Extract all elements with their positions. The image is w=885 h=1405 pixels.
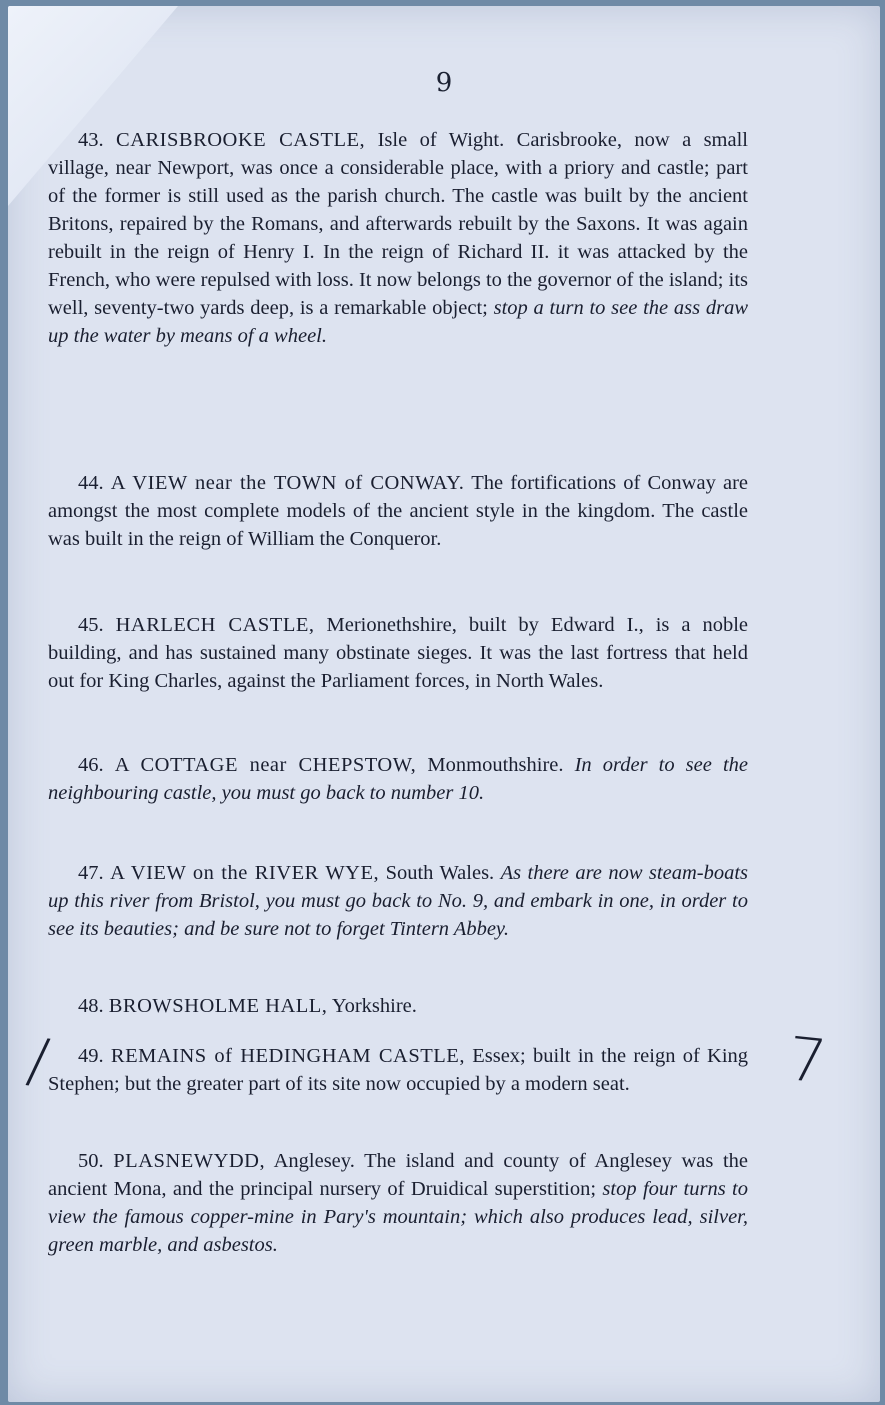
entry-text: Yorkshire. [331, 995, 417, 1017]
margin-mark-left: / [23, 1024, 53, 1098]
entry-49 [48, 1042, 748, 1098]
page-number: 9 [435, 68, 453, 98]
entry-number: 45. [78, 614, 104, 636]
entry-46 [48, 751, 748, 807]
entry-text: Monmouthshire. [427, 754, 564, 776]
entry-title: PLASNEWYDD, [113, 1150, 266, 1172]
entry-text: Isle of Wight. Carisbrooke, now a small village, near Newport, was once a considerable place, with a priory and castle; part of the former is still used as the parish church. The castle was built by the ancient Britons, repaired by the Romans, and afterwards rebuilt by the Saxons. It was again rebuilt in the reign of Henry I. In the reign of Richard II. it was attacked by the French, who were repulsed with loss. It now belongs to the governor of the island; its well, seventy-two yards deep, is a remarkable object; [48, 129, 748, 319]
entry-title: BROWSHOLME HALL, [108, 995, 328, 1017]
entry-number: 49. [78, 1045, 104, 1067]
entry-number: 46. [78, 754, 104, 776]
entry-43 [48, 126, 748, 350]
entry-title: CARISBROOKE CASTLE, [116, 129, 366, 151]
entry-text: Anglesey. The island and county of Anglesey was the ancient Mona, and the principal nursery of Druidical superstition; [48, 1150, 748, 1200]
entry-number: 43. [78, 129, 104, 151]
entry-title: HARLECH CASTLE, [115, 614, 315, 636]
entry-number: 48. [78, 995, 104, 1017]
entry-number: 44. [78, 472, 104, 494]
entry-48 [48, 992, 748, 1020]
entry-title: REMAINS of HEDINGHAM CASTLE, [110, 1045, 465, 1067]
margin-mark-right: 7 [784, 1024, 830, 1098]
entry-47 [48, 859, 748, 943]
entry-italic: stop a turn to see the ass draw up the water by means of a wheel. [48, 297, 749, 347]
entry-text: South Wales. [385, 862, 495, 884]
entry-50 [48, 1147, 748, 1259]
entry-44 [48, 469, 748, 553]
document-page [8, 6, 880, 1402]
entry-title: A VIEW near the TOWN of CONWAY. [110, 472, 465, 494]
entry-italic: As there are now steam-boats up this river from Bristol, you must go back to No. 9, and embark in one, in order to see its beauties; and be sure not to forget Tintern Abbey. [48, 862, 749, 940]
entry-italic: In order to see the neighbouring castle, you must go back to number 10. [48, 754, 748, 804]
entry-text: The fortifications of Conway are amongst the most complete models of the ancient style in the kingdom. The castle was built in the reign of William the Conqueror. [48, 472, 749, 550]
entry-number: 50. [78, 1150, 104, 1172]
entry-title: A COTTAGE near CHEPSTOW, [114, 754, 417, 776]
entry-title: A VIEW on the RIVER WYE, [110, 862, 380, 884]
entry-text: Merionethshire, built by Edward I., is a noble building, and has sustained many obstinate sieges. It was the last fortress that held out for King Charles, against the Parliament forces, in North Wales. [48, 614, 749, 692]
entry-45 [48, 611, 748, 695]
entry-italic: stop four turns to view the famous copper-mine in Pary's mountain; which also produces lead, silver, green marble, and asbestos. [48, 1178, 749, 1256]
entry-number: 47. [78, 862, 104, 884]
entry-text: Essex; built in the reign of King Stephen; but the greater part of its site now occupied by a modern seat. [48, 1045, 749, 1095]
